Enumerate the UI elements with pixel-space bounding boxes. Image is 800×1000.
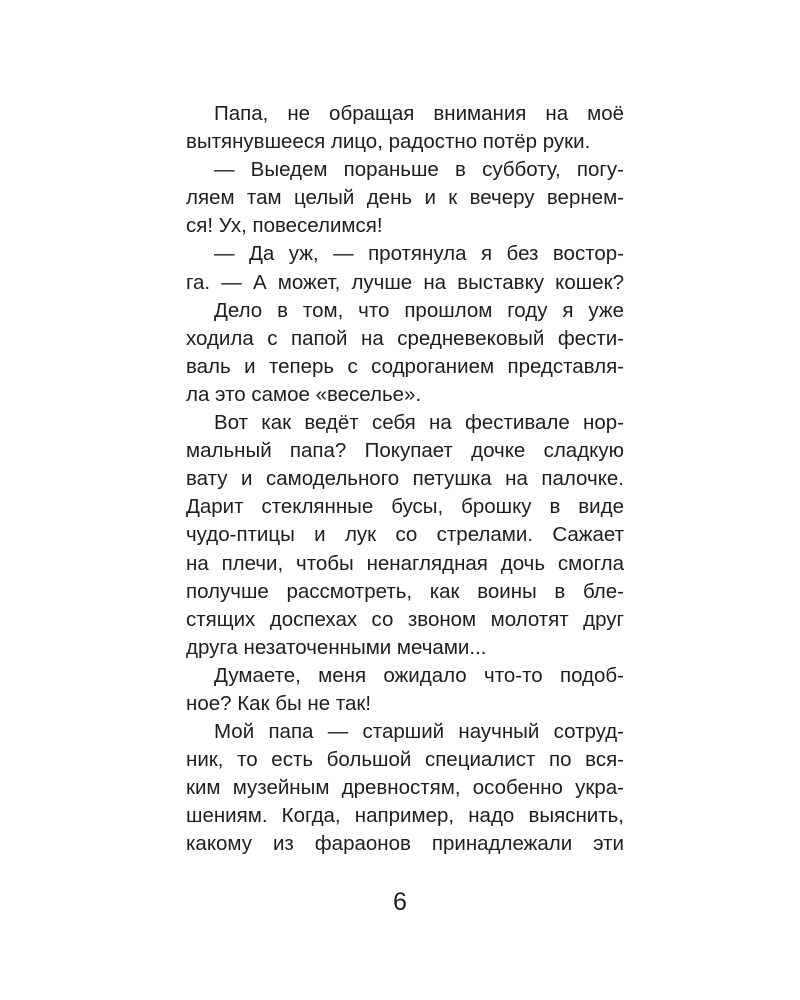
text-line: валь и теперь с содроганием представля-	[186, 354, 624, 378]
paragraph	[186, 409, 624, 662]
paragraph	[186, 100, 624, 156]
text-line: Вот как ведёт себя на фестивале нор-	[214, 411, 624, 435]
text-line: — Выедем пораньше в субботу, погу-	[214, 158, 624, 182]
text-line: мальный папа? Покупает дочке сладкую	[186, 439, 624, 463]
text-line: ся! Ух, повеселимся!	[186, 214, 383, 238]
text-line: вытянувшееся лицо, радостно потёр руки.	[186, 130, 591, 154]
paragraph	[186, 156, 624, 240]
text-line: ходила с папой на средневековый фести-	[186, 326, 624, 350]
text-line: ляем там целый день и к вечеру вернем-	[186, 186, 624, 210]
text-line: на плечи, чтобы ненаглядная дочь смогла	[186, 551, 624, 575]
paragraph	[186, 718, 624, 858]
text-line: ник, то есть большой специалист по вся-	[186, 748, 624, 772]
text-line: Папа, не обращая внимания на моё	[214, 102, 624, 125]
text-line: получше рассмотреть, как воины в бле-	[186, 579, 624, 603]
page-number: 6	[393, 888, 407, 916]
text-line: ла это самое «веселье».	[186, 382, 422, 406]
paragraph	[186, 662, 624, 718]
text-line: какому из фараонов принадлежали эти	[186, 832, 624, 856]
text-line: друга незаточенными мечами...	[186, 635, 487, 659]
text-line: — Да уж, — протянула я без востор-	[214, 242, 624, 266]
book-text	[186, 100, 624, 859]
text-line: ким музейным древностям, особенно укра-	[186, 776, 624, 800]
text-line: ное? Как бы не так!	[186, 691, 372, 715]
text-line: Дело в том, что прошлом году я уже	[214, 298, 624, 322]
text-line: вату и самодельного петушка на палочке.	[186, 467, 624, 491]
text-line: Думаете, меня ожидало что-то подоб-	[214, 663, 624, 687]
paragraph	[186, 297, 624, 409]
text-line: Мой папа — старший научный сотруд-	[214, 720, 624, 744]
text-line: стящих доспехах со звоном молотят друг	[186, 607, 624, 631]
text-line: га. — А может, лучше на выставку кошек?	[186, 270, 624, 294]
paragraph	[186, 240, 624, 296]
text-line: чудо-птицы и лук со стрелами. Сажает	[186, 523, 624, 547]
text-line: шениям. Когда, например, надо выяснить,	[186, 804, 624, 828]
text-line: Дарит стеклянные бусы, брошку в виде	[186, 495, 624, 519]
